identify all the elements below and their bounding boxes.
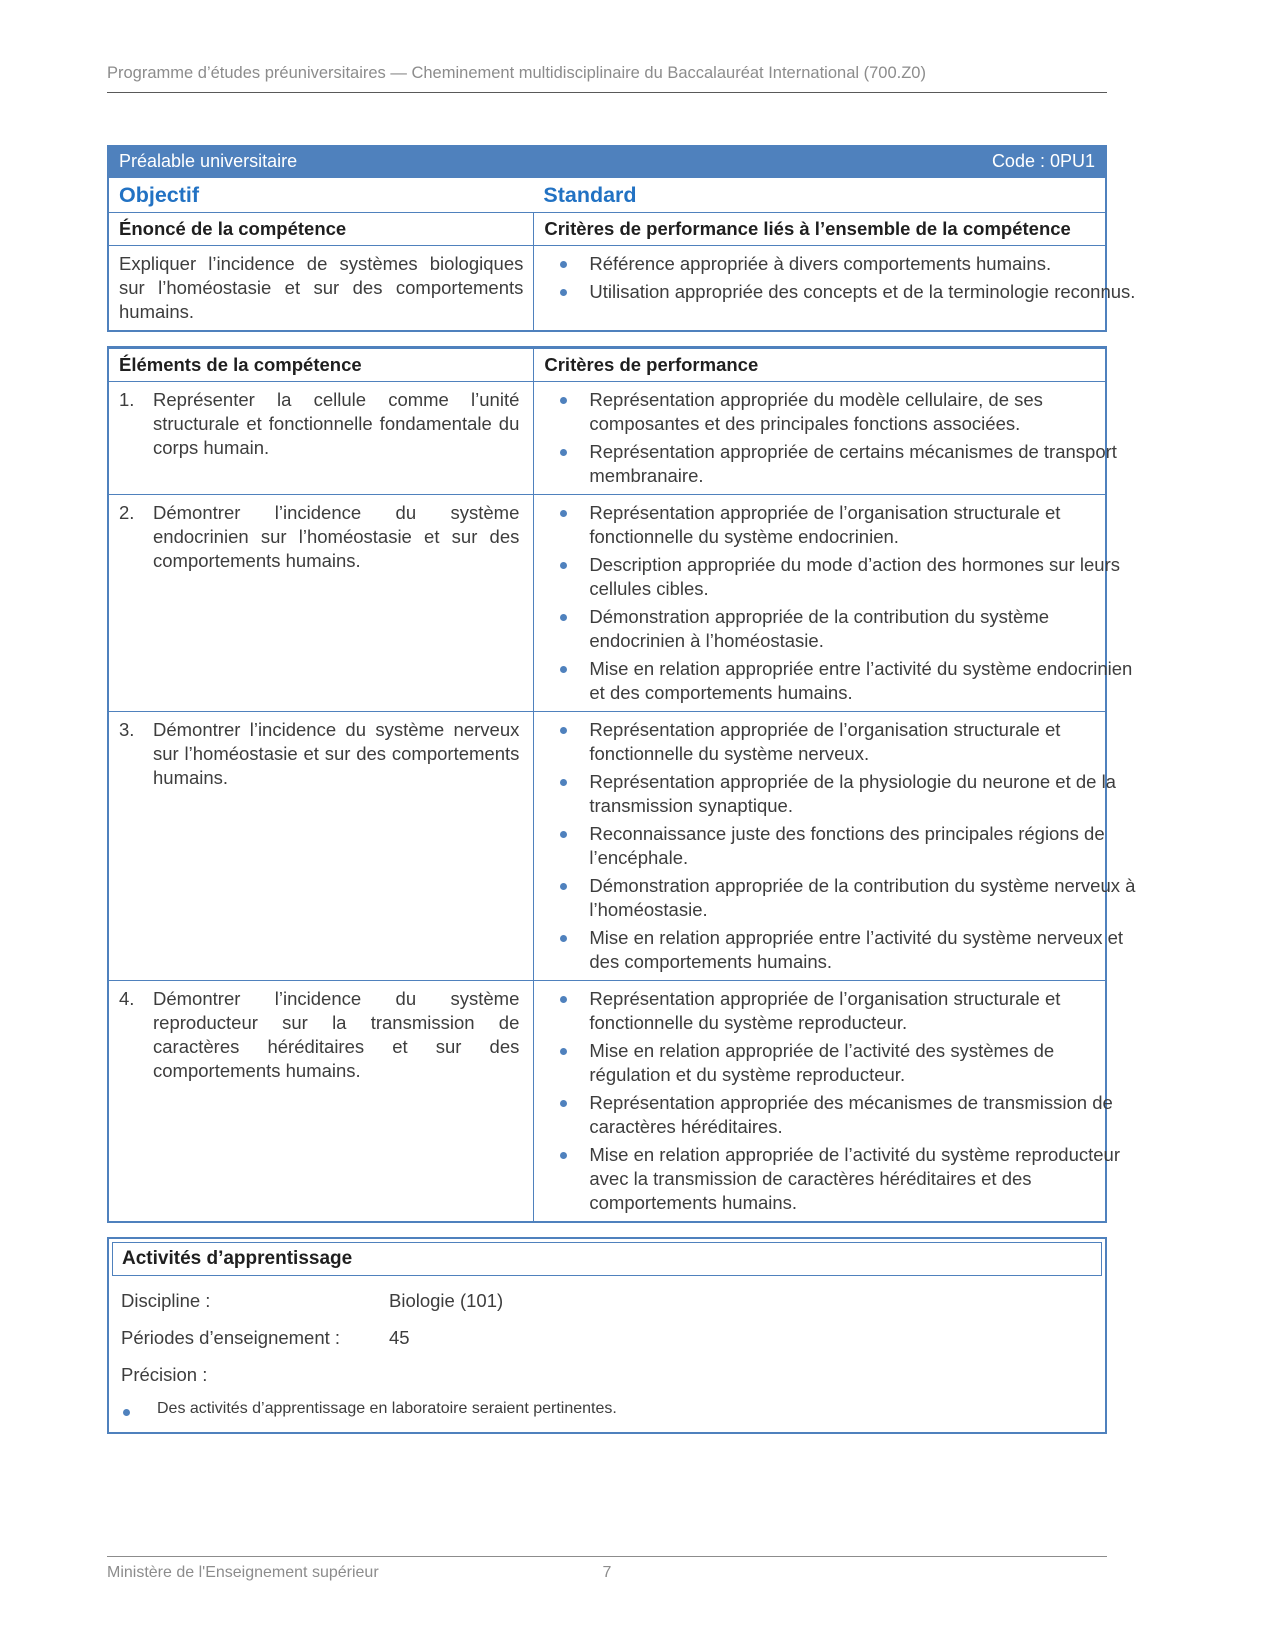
elements-header: Éléments de la compétence xyxy=(109,349,534,381)
bullet-item xyxy=(544,440,1136,488)
element-1-criteres-cell xyxy=(534,382,1146,494)
criteres-header: Critères de performance xyxy=(544,354,759,375)
discipline-row xyxy=(121,1289,1093,1313)
objectif-heading: Objectif xyxy=(119,183,200,207)
element-1-cell xyxy=(109,382,534,494)
competence-header-row xyxy=(109,212,1105,246)
bullet-text: Démonstration appropriée de la contribution du système nerveux à l’homéostasie. xyxy=(589,875,1136,920)
element-1-text: Représenter la cellule comme l’unité structurale et fonctionnelle fondamentale du corps humain. xyxy=(153,389,520,458)
banner-code: Code : 0PU1 xyxy=(991,151,1095,171)
bullet-text: Représentation appropriée de certains mécanismes de transport membranaire. xyxy=(589,441,1117,486)
bullet-icon xyxy=(560,883,567,890)
bullet-item xyxy=(544,1143,1136,1215)
precision-row xyxy=(121,1363,1093,1387)
criteres-ensemble-cell xyxy=(534,246,1146,330)
bullet-icon xyxy=(560,289,567,296)
header-title: Programme d’études préuniversitaires — Cheminement multidisciplinaire du Baccalauréat International (700.Z0) xyxy=(107,64,926,82)
bullet-text: Reconnaissance juste des fonctions des principales régions de l’encéphale. xyxy=(589,823,1105,868)
enonce-text: Expliquer l’incidence de systèmes biologiques sur l’homéostasie et sur des comportements humains. xyxy=(109,246,534,330)
bullet-text: Représentation appropriée de l’organisation structurale et fonctionnelle du système nerveux. xyxy=(589,719,1061,764)
bullet-text: Mise en relation appropriée de l’activité du système reproducteur avec la transmission de caractères héréditaires et des comportements humains. xyxy=(589,1144,1120,1213)
bullet-icon xyxy=(560,831,567,838)
element-2-text: Démontrer l’incidence du système endocrinien sur l’homéostasie et sur des comportements humains. xyxy=(153,502,520,571)
elements-table xyxy=(107,346,1136,1223)
element-2-cell xyxy=(109,495,534,711)
element-3-cell xyxy=(109,712,534,980)
element-4-number: 4. xyxy=(119,988,135,1009)
bullet-icon xyxy=(560,1152,567,1159)
bullet-text: Mise en relation appropriée entre l’activité du système nerveux et des comportements humains. xyxy=(589,927,1124,972)
page-content xyxy=(107,0,1136,1434)
footer-page-number: 7 xyxy=(602,1564,612,1581)
periodes-value: 45 xyxy=(389,1327,410,1348)
bullet-icon xyxy=(560,562,567,569)
activites-table xyxy=(107,1237,1107,1434)
footer-row xyxy=(107,1557,1107,1582)
criteres-ensemble-header: Critères de performance liés à l’ensemble de la compétence xyxy=(544,218,1071,239)
page-header xyxy=(107,0,1107,93)
bullet-item xyxy=(121,1400,1093,1418)
periodes-row xyxy=(121,1326,1093,1350)
bullet-icon xyxy=(560,996,567,1003)
standard-heading: Standard xyxy=(543,183,637,207)
element-row-3 xyxy=(109,711,1136,980)
bullet-text: Des activités d’apprentissage en laboratoire seraient pertinentes. xyxy=(157,1400,617,1417)
precision-label: Précision : xyxy=(121,1364,208,1385)
bullet-text: Mise en relation appropriée de l’activité des systèmes de régulation et du système reproducteur. xyxy=(589,1040,1055,1085)
banner xyxy=(109,147,1105,178)
bullet-item xyxy=(544,252,1136,276)
bullet-item xyxy=(544,280,1136,304)
banner-title: Préalable universitaire xyxy=(119,151,298,171)
bullet-item xyxy=(544,605,1136,653)
bullet-icon xyxy=(560,449,567,456)
competence-body-row xyxy=(109,246,1136,330)
bullet-icon xyxy=(560,397,567,404)
element-2-criteres-list xyxy=(544,501,1136,705)
element-3-number: 3. xyxy=(119,719,135,740)
enonce-header: Énoncé de la compétence xyxy=(109,213,534,245)
objectif-cell xyxy=(109,178,533,212)
bullet-item xyxy=(544,553,1136,601)
element-row-4 xyxy=(109,980,1120,1221)
periodes-label: Périodes d’enseignement : xyxy=(121,1327,341,1348)
discipline-value: Biologie (101) xyxy=(389,1290,504,1311)
element-4-criteres-cell xyxy=(534,981,1146,1221)
element-1-criteres-list xyxy=(544,388,1136,488)
activites-header: Activités d’apprentissage xyxy=(112,1242,1102,1276)
bullet-item xyxy=(544,874,1136,922)
bullet-item xyxy=(544,718,1136,766)
bullet-item xyxy=(544,987,1136,1035)
bullet-text: Utilisation appropriée des concepts et de la terminologie reconnus. xyxy=(589,281,1136,302)
criteres-ensemble-list xyxy=(544,252,1136,304)
element-4-cell xyxy=(109,981,534,1221)
bullet-text: Démonstration appropriée de la contribution du système endocrinien à l’homéostasie. xyxy=(589,606,1050,651)
bullet-icon xyxy=(560,614,567,621)
bullet-text: Représentation appropriée des mécanismes de transmission de caractères héréditaires. xyxy=(589,1092,1113,1137)
bullet-text: Description appropriée du mode d’action des hormones sur leurs cellules cibles. xyxy=(589,554,1120,599)
element-1-number: 1. xyxy=(119,389,135,410)
bullet-icon xyxy=(560,261,567,268)
element-3-text: Démontrer l’incidence du système nerveux sur l’homéostasie et sur des comportements humains. xyxy=(153,719,520,788)
bullet-item xyxy=(544,770,1136,818)
prealable-table xyxy=(107,145,1136,332)
element-4-criteres-list xyxy=(544,987,1136,1215)
element-4-text: Démontrer l’incidence du système reproducteur sur la transmission de caractères héréditaires et sur des comportements humains. xyxy=(153,988,520,1081)
element-row-1 xyxy=(109,382,1117,494)
bullet-text: Mise en relation appropriée entre l’activité du système endocrinien et des comportements humains. xyxy=(589,658,1133,703)
element-3-criteres-cell xyxy=(534,712,1146,980)
bullet-text: Référence appropriée à divers comportements humains. xyxy=(589,253,1052,274)
bullet-text: Représentation appropriée de la physiologie du neurone et de la transmission synaptique. xyxy=(589,771,1116,816)
bullet-icon xyxy=(560,779,567,786)
element-2-number: 2. xyxy=(119,502,135,523)
bullet-item xyxy=(544,1039,1136,1087)
discipline-label: Discipline : xyxy=(121,1290,211,1311)
elements-header-row xyxy=(109,348,1105,382)
bullet-item xyxy=(544,1091,1136,1139)
bullet-item xyxy=(544,926,1136,974)
bullet-item xyxy=(544,657,1136,705)
element-2-criteres-cell xyxy=(534,495,1146,711)
bullet-icon xyxy=(560,510,567,517)
bullet-icon xyxy=(560,666,567,673)
bullet-item xyxy=(544,822,1136,870)
bullet-icon xyxy=(123,1409,130,1416)
bullet-icon xyxy=(560,1100,567,1107)
bullet-item xyxy=(544,388,1136,436)
bullet-text: Représentation appropriée de l’organisation structurale et fonctionnelle du système reproducteur. xyxy=(589,988,1061,1033)
bullet-text: Représentation appropriée de l’organisation structurale et fonctionnelle du système endocrinien. xyxy=(589,502,1061,547)
objectif-standard-row xyxy=(109,178,1105,212)
standard-cell xyxy=(533,178,1145,212)
page-footer xyxy=(107,1556,1107,1582)
element-3-criteres-list xyxy=(544,718,1136,974)
activites-bullet-list xyxy=(121,1400,1093,1418)
bullet-item xyxy=(544,501,1136,549)
bullet-icon xyxy=(560,935,567,942)
bullet-icon xyxy=(560,1048,567,1055)
footer-ministry-text: Ministère de l'Enseignement supérieur xyxy=(107,1564,379,1581)
bullet-text: Représentation appropriée du modèle cellulaire, de ses composantes et des principales fonctions associées. xyxy=(589,389,1043,434)
bullet-icon xyxy=(560,727,567,734)
element-row-2 xyxy=(109,494,1133,711)
activites-body xyxy=(109,1279,1105,1432)
